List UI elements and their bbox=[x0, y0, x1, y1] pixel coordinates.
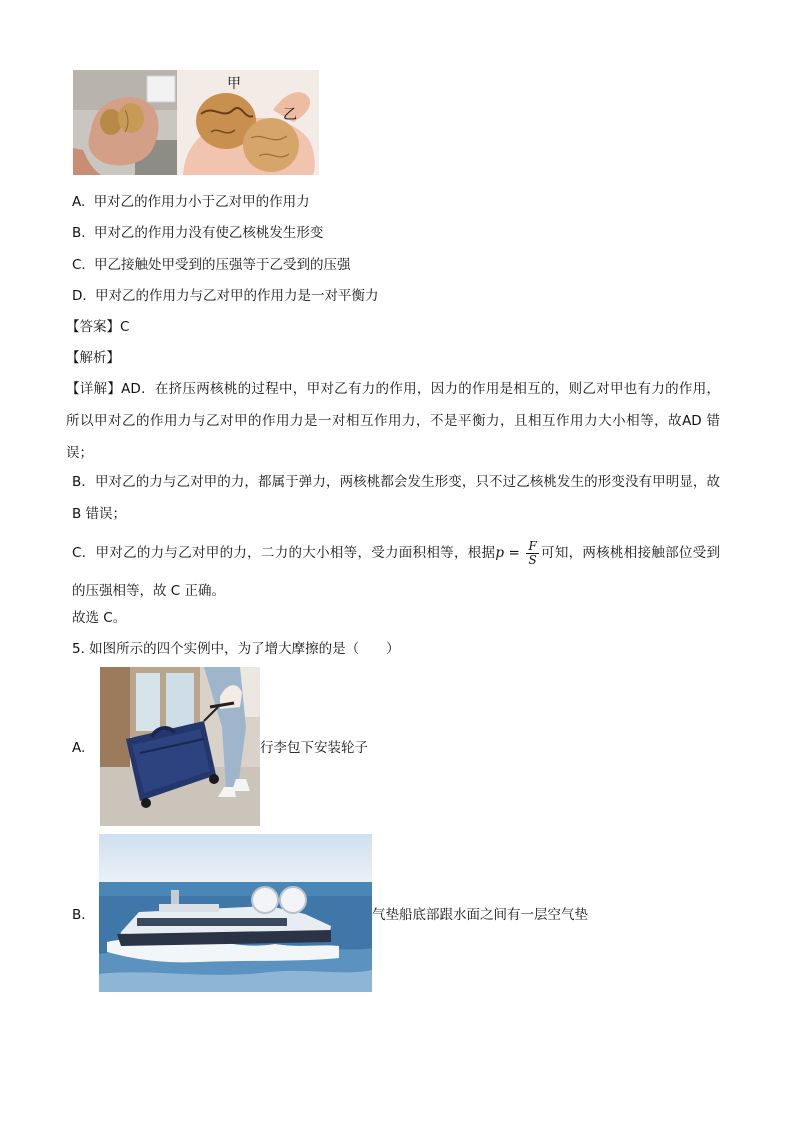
analysis-header bbox=[66, 349, 120, 367]
option-letter: B. bbox=[72, 225, 86, 241]
q5-option-b-caption bbox=[372, 906, 588, 924]
formula-eq: = bbox=[503, 545, 525, 561]
para-b-text: B．甲对乙的力与乙对甲的力，都属于弹力，两核桃都会发生形变，只不过乙核桃发生的形变没有甲明显，故 B 错误； bbox=[72, 474, 720, 522]
para-ad-text: AD．在挤压两核桃的过程中，甲对乙有力的作用，因力的作用是相互的，则乙对甲也有力的作用，所以甲对乙的作用力与乙对甲的作用力是一对相互作用力，不是平衡力，且相互作用力大小相等，故AD 错误； bbox=[66, 381, 720, 461]
conclusion-text: 故选 C。 bbox=[72, 610, 127, 626]
answer-value: C bbox=[120, 319, 130, 335]
option-letter: B. bbox=[72, 907, 86, 923]
analysis-para-b bbox=[72, 466, 720, 530]
option-b bbox=[72, 224, 323, 242]
formula-fraction bbox=[526, 540, 538, 567]
analysis-para-ad bbox=[66, 373, 720, 469]
option-text: 甲乙接触处甲受到的压强等于乙受到的压强 bbox=[94, 257, 351, 273]
q5-stem-text: 5. 如图所示的四个实例中，为了增大摩擦的是（ ） bbox=[72, 641, 400, 657]
q5-option-a-caption bbox=[260, 739, 368, 757]
question-5-stem bbox=[72, 640, 400, 658]
hovercraft-photo bbox=[99, 834, 372, 992]
para-c-after: 可知，两核桃相接触部位受到的压强相等，故 C 正确。 bbox=[72, 545, 720, 599]
option-letter: C. bbox=[72, 257, 86, 273]
option-caption: 气垫船底部跟水面之间有一层空气垫 bbox=[372, 907, 588, 923]
option-a bbox=[72, 193, 310, 211]
detail-tag: 【详解】 bbox=[66, 381, 122, 397]
analysis-tag: 【解析】 bbox=[66, 350, 120, 366]
answer-line bbox=[66, 318, 129, 336]
analysis-para-c bbox=[72, 534, 720, 610]
option-caption: 行李包下安装轮子 bbox=[260, 740, 368, 756]
walnut-label-yi: 乙 bbox=[283, 107, 297, 123]
option-letter: A. bbox=[72, 740, 86, 756]
walnut-photo bbox=[73, 70, 319, 175]
option-d bbox=[72, 287, 378, 305]
q5-option-b-letter bbox=[72, 906, 86, 924]
formula-lhs: p bbox=[495, 545, 504, 561]
conclusion bbox=[72, 609, 126, 627]
option-text: 甲对乙的作用力没有使乙核桃发生形变 bbox=[93, 225, 324, 241]
para-c-before: C．甲对乙的力与乙对甲的力，二力的大小相等，受力面积相等，根据 bbox=[72, 545, 496, 561]
pressure-formula bbox=[495, 538, 540, 567]
option-text: 甲对乙的作用力与乙对甲的作用力是一对平衡力 bbox=[94, 288, 379, 304]
luggage-photo bbox=[100, 667, 260, 826]
option-c bbox=[72, 256, 351, 274]
answer-tag: 【答案】 bbox=[66, 319, 120, 335]
walnut-label-jia: 甲 bbox=[227, 76, 241, 92]
q5-option-a-letter bbox=[72, 739, 85, 757]
formula-denominator: S bbox=[528, 552, 537, 567]
option-text: 甲对乙的作用力小于乙对甲的作用力 bbox=[93, 194, 310, 210]
formula-numerator: F bbox=[528, 538, 537, 553]
option-letter: A. bbox=[72, 194, 86, 210]
option-letter: D. bbox=[72, 288, 87, 304]
